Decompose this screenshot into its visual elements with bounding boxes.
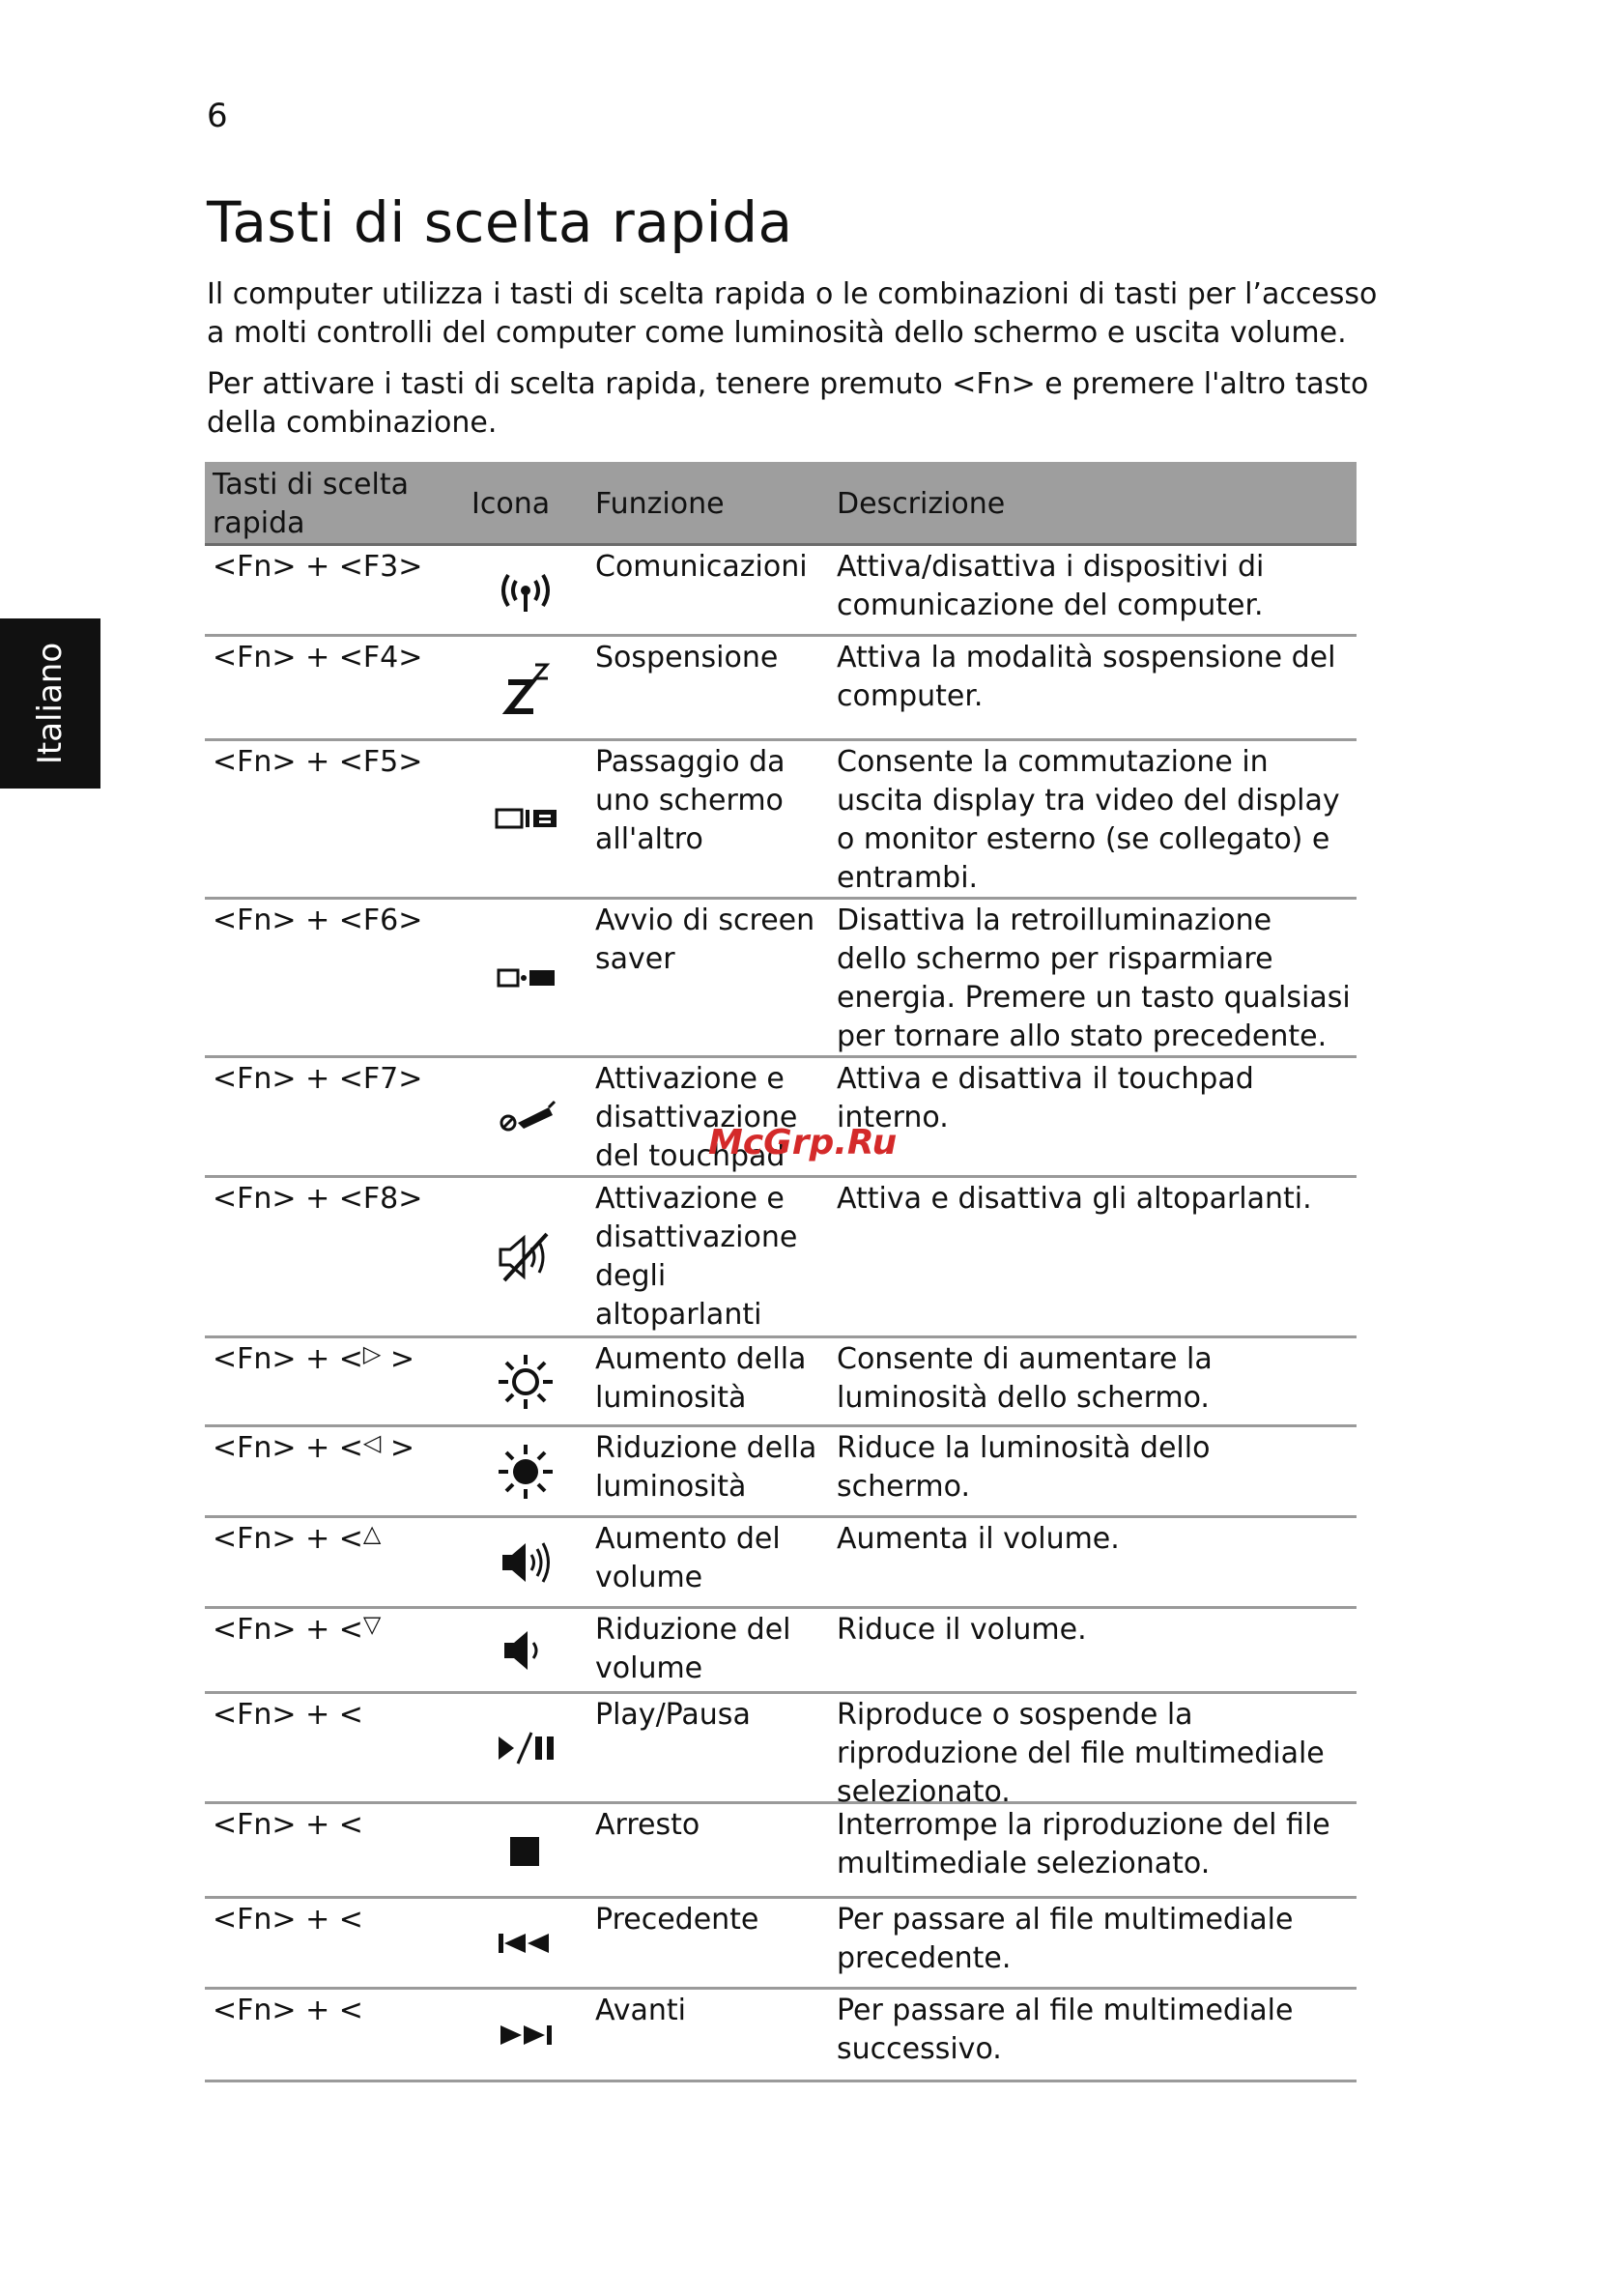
description-cell: Riduce il volume. [837, 1613, 1087, 1647]
intro-paragraph-1: Il computer utilizza i tasti di scelta rapida o le combinazioni di tasti per l’accesso a molti controlli del computer come luminosità dello schermo e uscita volume. [207, 277, 1378, 350]
header-function: Funzione [595, 487, 725, 521]
icon-cell [464, 1427, 587, 1515]
icon-cell [464, 1694, 587, 1801]
hotkey-label: <Fn> + < [213, 1994, 363, 2027]
arrow-right-key-glyph: ▷ [362, 1340, 382, 1367]
touchpad-toggle-icon [491, 1082, 560, 1152]
brightness-up-icon [491, 1347, 560, 1417]
description-cell: Consente di aumentare la luminosità dello schermo. [837, 1342, 1213, 1415]
hotkey-cell [205, 1058, 464, 1175]
description-cell: Attiva e disattiva il touchpad interno. [837, 1062, 1254, 1134]
table-row [205, 1178, 1357, 1338]
wireless-icon [491, 556, 560, 625]
hotkey-cell [205, 1899, 464, 1987]
function-cell: Riduzione del volume [595, 1613, 791, 1685]
table-row [205, 1518, 1357, 1609]
function-cell: Aumento del volume [595, 1522, 781, 1594]
function-cell: Play/Pausa [595, 1698, 751, 1732]
arrow-down-key-glyph: ▽ [362, 1611, 382, 1638]
hotkey-label: <Fn> + <F5> [213, 745, 423, 779]
stop-icon [491, 1816, 560, 1885]
hotkey-suffix: > [381, 1431, 415, 1465]
hotkey-cell [205, 1427, 464, 1515]
table-row [205, 546, 1357, 637]
icon-cell [464, 1609, 587, 1691]
brightness-down-icon [491, 1437, 560, 1507]
function-cell: Avvio di screen saver [595, 904, 815, 976]
hotkey-label: <Fn> + <F7> [213, 1062, 423, 1096]
table-row [205, 1427, 1357, 1518]
table-row [205, 1990, 1357, 2082]
description-cell: Riproduce o sospende la riproduzione del file multimediale selezionato. [837, 1698, 1325, 1809]
screen-off-icon [491, 943, 560, 1013]
header-description: Descrizione [837, 487, 1006, 521]
description-cell: Interrompe la riproduzione del file multimediale selezionato. [837, 1808, 1330, 1880]
icon-cell [464, 1804, 587, 1896]
table-row [205, 1899, 1357, 1990]
hotkey-cell [205, 1694, 464, 1801]
icon-cell [464, 741, 587, 897]
description-cell: Attiva/disattiva i dispositivi di comunicazione del computer. [837, 550, 1265, 622]
table-row [205, 900, 1357, 1058]
function-cell: Attivazione e disattivazione degli altoparlanti [595, 1182, 798, 1332]
hotkey-cell [205, 1990, 464, 2080]
icon-cell [464, 1518, 587, 1606]
description-cell: Riduce la luminosità dello schermo. [837, 1431, 1211, 1504]
table-header [205, 462, 1357, 546]
description-cell: Attiva la modalità sospensione del computer. [837, 641, 1336, 713]
description-cell: Attiva e disattiva gli altoparlanti. [837, 1182, 1312, 1216]
icon-cell [464, 900, 587, 1055]
previous-track-icon [491, 1909, 560, 1978]
icon-cell [464, 546, 587, 634]
next-track-icon [491, 2000, 560, 2070]
hotkeys-table [205, 462, 1357, 2082]
table-row [205, 637, 1357, 741]
table-row [205, 1338, 1357, 1427]
icon-cell [464, 637, 587, 738]
hotkey-cell [205, 1518, 464, 1606]
description-cell: Per passare al file multimediale successivo. [837, 1994, 1294, 2066]
description-cell: Consente la commutazione in uscita display tra video del display o monitor esterno (se collegato) e entrambi. [837, 745, 1340, 895]
function-cell: Avanti [595, 1994, 687, 2027]
function-cell: Aumento della luminosità [595, 1342, 807, 1415]
description-cell: Disattiva la retroilluminazione dello schermo per risparmiare energia. Premere un tasto qualsiasi per tornare allo stato precedente. [837, 904, 1351, 1053]
language-side-tab [0, 618, 100, 789]
volume-down-icon [491, 1616, 560, 1685]
hotkey-cell [205, 637, 464, 738]
hotkey-suffix: > [381, 1342, 415, 1376]
volume-up-icon [491, 1528, 560, 1597]
hotkey-cell [205, 546, 464, 634]
hotkey-cell [205, 741, 464, 897]
hotkey-label: <Fn> + <F6> [213, 904, 423, 937]
function-cell: Riduzione della luminosità [595, 1431, 817, 1504]
description-cell: Aumenta il volume. [837, 1522, 1120, 1556]
hotkey-label: <Fn> + < [213, 1522, 363, 1556]
header-icon: Icona [471, 487, 551, 521]
table-row [205, 1804, 1357, 1899]
table-row [205, 1694, 1357, 1809]
icon-cell [464, 1990, 587, 2080]
play-pause-icon [491, 1713, 560, 1783]
hotkey-label: <Fn> + <F4> [213, 641, 423, 674]
description-cell: Per passare al file multimediale precedente. [837, 1903, 1294, 1975]
hotkey-cell [205, 1178, 464, 1335]
function-cell: Passaggio da uno schermo all'altro [595, 745, 786, 856]
function-cell: Attivazione e disattivazione del touchpad [595, 1062, 798, 1173]
hotkey-label: <Fn> + < [213, 1613, 363, 1647]
hotkey-label: <Fn> + < [213, 1808, 363, 1842]
hotkey-label: <Fn> + < [213, 1342, 363, 1376]
function-cell: Precedente [595, 1903, 759, 1937]
page-number: 6 [207, 97, 228, 135]
header-hotkey: Tasti di scelta rapida [213, 468, 409, 540]
page-title: Tasti di scelta rapida [207, 189, 793, 255]
table-row [205, 741, 1357, 900]
watermark: McGrp.Ru [708, 1123, 898, 1162]
hotkey-cell [205, 900, 464, 1055]
hotkey-cell [205, 1804, 464, 1896]
hotkey-cell [205, 1338, 464, 1424]
hotkey-label: <Fn> + <F8> [213, 1182, 423, 1216]
arrow-left-key-glyph: ◁ [362, 1429, 382, 1456]
speaker-mute-icon [491, 1222, 560, 1292]
hotkey-label: <Fn> + < [213, 1431, 363, 1465]
icon-cell [464, 1899, 587, 1987]
icon-cell [464, 1338, 587, 1424]
hotkey-cell [205, 1609, 464, 1691]
display-toggle-icon [491, 785, 560, 854]
intro-paragraph-2: Per attivare i tasti di scelta rapida, tenere premuto <Fn> e premere l'altro tasto della combinazione. [207, 367, 1369, 440]
function-cell: Comunicazioni [595, 550, 808, 584]
function-cell: Sospensione [595, 641, 779, 674]
hotkey-label: <Fn> + <F3> [213, 550, 423, 584]
arrow-up-key-glyph: △ [362, 1520, 382, 1547]
icon-cell [464, 1058, 587, 1175]
hotkey-label: <Fn> + < [213, 1903, 363, 1937]
hotkey-label: <Fn> + < [213, 1698, 363, 1732]
table-row [205, 1609, 1357, 1694]
function-cell: Arresto [595, 1808, 700, 1842]
icon-cell [464, 1178, 587, 1335]
language-side-tab-label: Italiano [31, 642, 70, 765]
sleep-zz-icon [491, 653, 560, 723]
